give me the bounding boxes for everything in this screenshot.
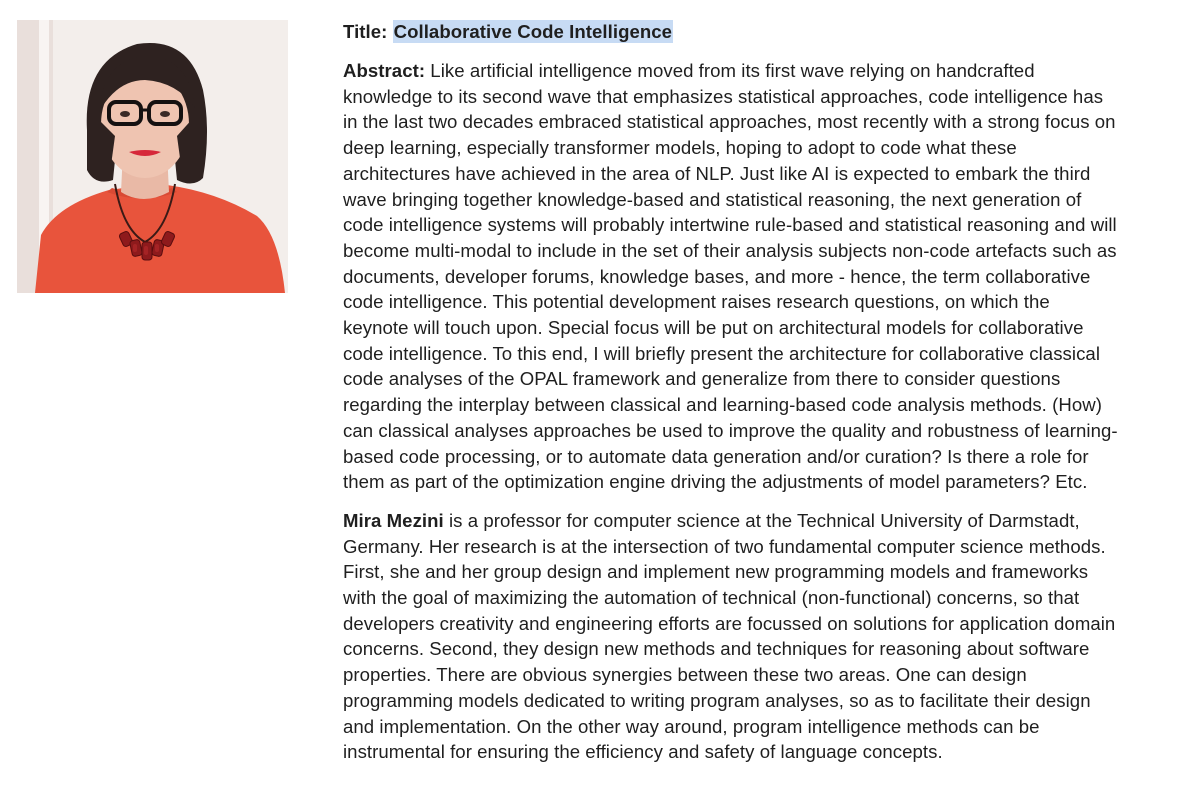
speaker-photo [17,20,288,293]
title-text-selected[interactable]: Collaborative Code Intelligence [393,21,673,42]
bio-paragraph [343,508,1118,765]
bio-text: is a professor for computer science at the Technical University of Darmstadt, Germany. Her research is at the intersection of two fundamental computer science methods. First, she and her group design and implement new programming models and frameworks with the goal of maximizing the automation of technical (non-functional) concerns, so that developers creativity and engineering efforts are focussed on solutions for application domain concerns. Second, they design new methods and techniques for reasoning about software properties. There are obvious synergies between these two areas. One can design programming models dedicated to writing program analyses, so as to facilitate their design and implementation. On the other way around, program intelligence methods can be instrumental for ensuring the efficiency and safety of language concepts. [343,509,1116,763]
abstract-paragraph [343,58,1118,495]
talk-content [343,18,1118,778]
abstract-text: Like artificial intelligence moved from its first wave relying on handcrafted knowledge to its second wave that emphasizes statistical approaches, code intelligence has in the last two decades embraced statistical approaches, most recently with a strong focus on deep learning, especially transformer models, hoping to adopt to code what these architectures have achieved in the area of NLP. Just like AI is expected to embark the third wave bringing together knowledge-based and statistical reasoning, the next generation of code intelligence systems will probably intertwine rule-based and statistical reasoning and will become multi-modal to include in the set of their analysis subjects non-code artefacts such as documents, developer forums, knowledge bases, and more - hence, the term collaborative code intelligence. This potential development raises research questions, on which the keynote will touch upon. Special focus will be put on architectural models for collaborative code intelligence. To this end, I will briefly present the architecture for collaborative classical code analyses of the OPAL framework and generalize from there to consider questions regarding the interplay between classical and learning-based code analysis methods. (How) can classical analyses approaches be used to improve the quality and robustness of learning-based code processing, or to automate data generation and/or curation? Is there a role for them as part of the optimization engine driving the adjustments of model parameters? Etc. [343,60,1118,493]
talk-title [343,18,1118,46]
title-label: Title: [343,21,388,42]
portrait-image [17,20,288,293]
abstract-label: Abstract: [343,60,426,81]
speaker-name: Mira Mezini [343,509,444,531]
